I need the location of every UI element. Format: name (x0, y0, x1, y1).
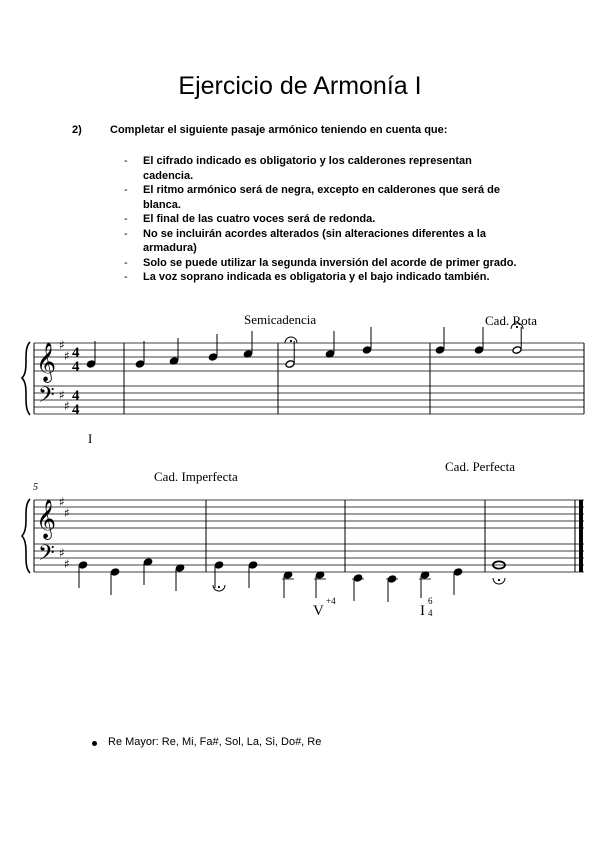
treble-clef: 𝄞 (36, 499, 57, 539)
time-sig-bottom: 4 (72, 402, 80, 418)
note (78, 561, 88, 569)
note (248, 561, 258, 569)
note (214, 561, 224, 569)
note (86, 360, 96, 368)
rule-text: No se incluirán acordes alterados (sin alteraciones diferentes a la armadura) (143, 227, 486, 254)
time-sig-top: 4 (72, 388, 80, 404)
sharp-icon: ♯ (64, 349, 70, 363)
rule-bullet: - (124, 155, 128, 167)
bass-staff-1 (34, 386, 584, 414)
treble-staff-2 (34, 500, 584, 528)
footnote-text: Re Mayor: Re, Mi, Fa#, Sol, La, Si, Do#, Re (108, 736, 322, 748)
rule-bullet: - (124, 227, 128, 240)
time-sig-bottom: 4 (72, 359, 80, 375)
cadence-label: Semicadencia (244, 312, 317, 327)
sharp-icon: ♯ (64, 399, 70, 413)
rule-bullet: - (124, 271, 128, 283)
bullet-icon (92, 741, 97, 746)
half-note (285, 360, 295, 369)
rule-text: El ritmo armónico será de negra, excepto en calderones que será de blanca. (143, 184, 501, 211)
note (110, 568, 120, 576)
note (453, 568, 463, 576)
note (362, 346, 372, 354)
fermata-dot (218, 586, 220, 588)
cadence-label: Cad. Perfecta (445, 459, 516, 474)
note (435, 346, 445, 354)
sharp-icon: ♯ (59, 495, 65, 509)
chord-symbol: I (420, 603, 425, 619)
page-title: Ejercicio de Armonía I (178, 72, 422, 100)
chord-figure: 4 (428, 608, 433, 618)
sharp-icon: ♯ (59, 546, 65, 560)
cadence-label: Cad. Rota (485, 313, 537, 328)
cadence-label: Cad. Imperfecta (154, 469, 238, 484)
fermata-dot (498, 579, 500, 581)
fermata-dot (290, 340, 292, 342)
chord-symbol: I (88, 431, 93, 446)
bass-notes-2 (78, 558, 463, 602)
treble-staff-1 (34, 343, 584, 371)
bass-clef: 𝄢 (38, 541, 55, 571)
sharp-icon: ♯ (64, 506, 70, 520)
note (353, 574, 363, 582)
rule-text: La voz soprano indicada es obligatoria y el bajo indicado también. (143, 271, 490, 283)
brace (22, 342, 30, 415)
bass-clef: 𝄢 (38, 383, 55, 413)
rule-bullet: - (124, 184, 128, 196)
chord-symbol: V (313, 603, 324, 619)
rule-text: Solo se puede utilizar la segunda inversión del acorde de primer grado. (143, 256, 517, 269)
system-1 (22, 312, 584, 446)
sharp-icon: ♯ (59, 388, 65, 402)
brace (22, 499, 30, 573)
treble-clef: 𝄞 (36, 342, 57, 382)
rule-text: El final de las cuatro voces será de redonda. (143, 213, 376, 225)
half-note (512, 346, 522, 355)
system-2 (22, 459, 584, 619)
rule-text: El cifrado indicado es obligatorio y los calderones representan cadencia. (143, 155, 472, 182)
soprano-notes-1 (86, 327, 522, 368)
measure-number: 5 (33, 482, 38, 493)
task-text: Completar el siguiente pasaje armónico teniendo en cuenta que: (110, 124, 448, 136)
task-number: 2) (72, 124, 82, 136)
note (135, 360, 145, 368)
sharp-icon: ♯ (64, 557, 70, 571)
note (208, 353, 218, 361)
sharp-icon: ♯ (59, 338, 65, 352)
chord-figure: +4 (326, 596, 336, 606)
chord-figure: 6 (428, 596, 433, 606)
final-barline (579, 500, 583, 572)
rule-bullet: - (124, 213, 128, 225)
time-sig-top: 4 (72, 345, 80, 361)
barlines-2 (206, 500, 575, 572)
rule-bullet: - (124, 256, 128, 269)
note (474, 346, 484, 354)
